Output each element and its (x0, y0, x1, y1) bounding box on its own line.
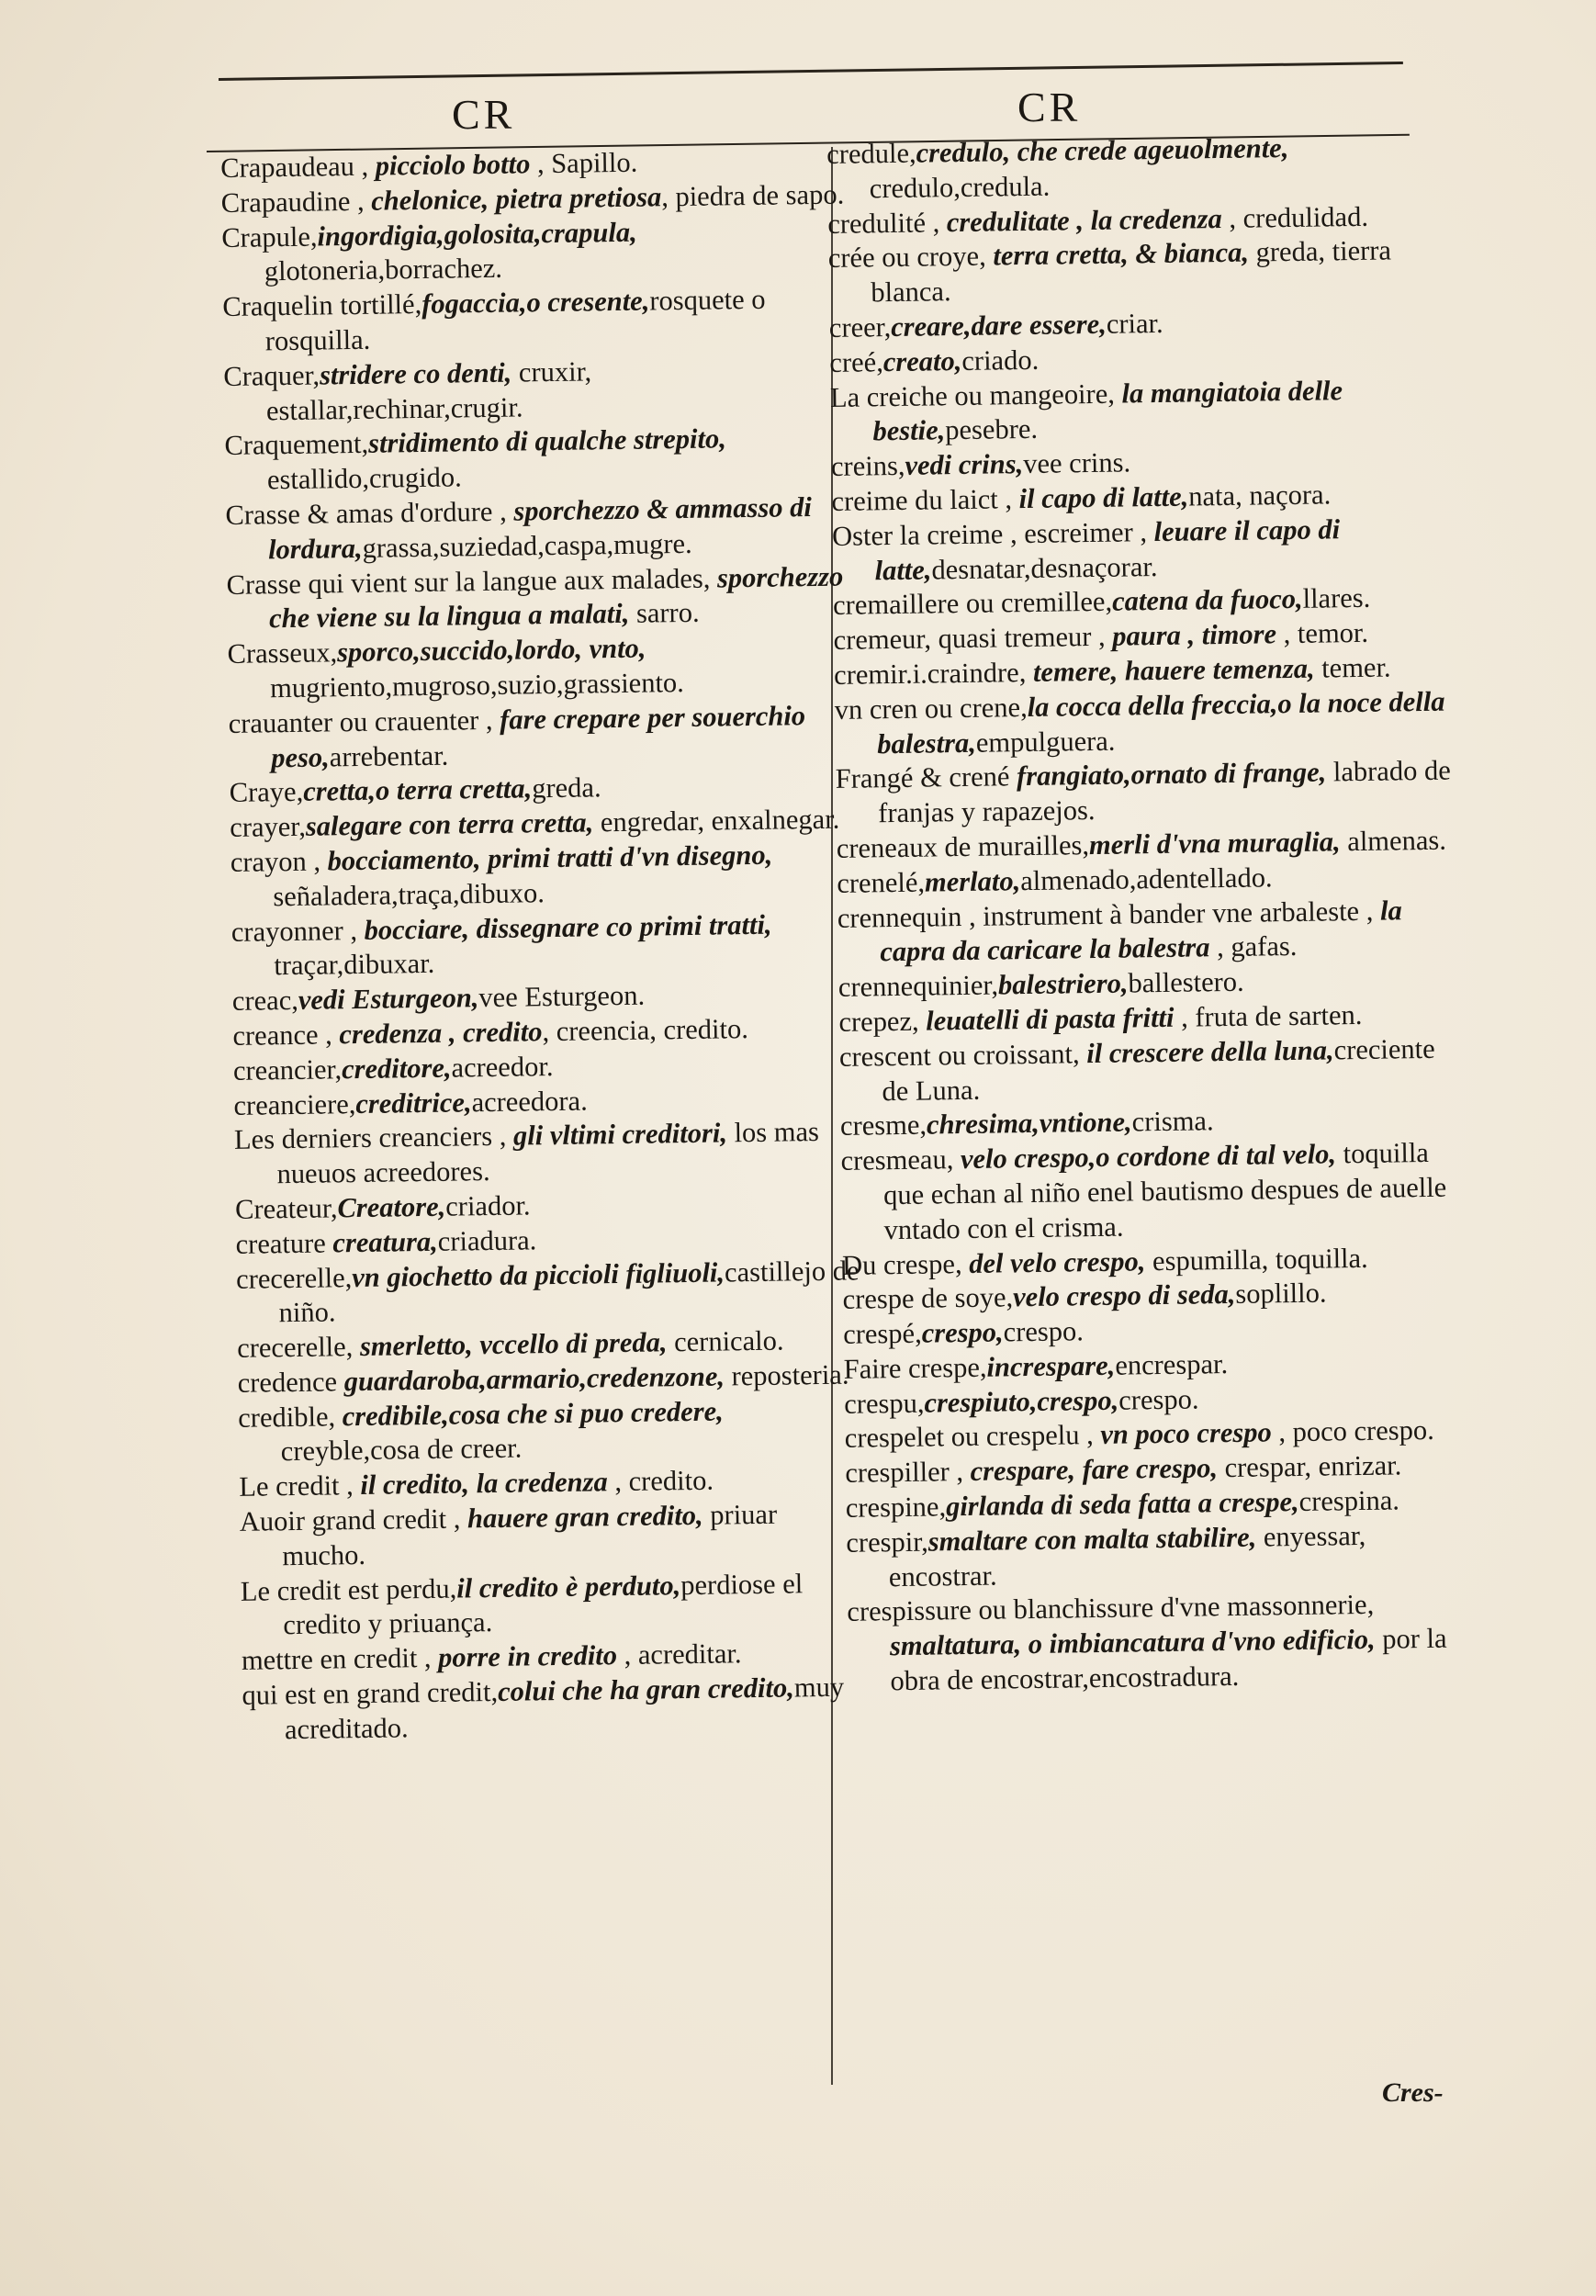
entry-fr: crauanter ou crauenter , (228, 703, 500, 739)
dictionary-entry (832, 511, 1457, 589)
top-rule (219, 62, 1403, 81)
entry-it: stridere co denti, (319, 356, 512, 391)
entry-es: crespo. (1118, 1383, 1199, 1416)
entry-es: vee Esturgeon. (478, 979, 646, 1014)
entry-it: la capra da caricare la balestra (880, 894, 1402, 968)
entry-it: paura , timore (1112, 618, 1277, 652)
entry-es: crespina. (1298, 1484, 1400, 1518)
entry-fr: creature (235, 1227, 333, 1260)
dictionary-entry (227, 629, 852, 707)
entry-it: il crescere della luna, (1086, 1034, 1334, 1069)
entry-it: stridimento di qualche strepito, (367, 422, 727, 460)
entry-fr: creac, (231, 985, 299, 1018)
entry-es: estallido,crugido. (266, 461, 462, 496)
entry-it: gli vltimi creditori, (512, 1117, 728, 1152)
entry-fr: crespir, (846, 1525, 928, 1559)
entry-fr: crespe de soye, (842, 1281, 1014, 1316)
entry-fr: crée ou croye, (827, 240, 994, 275)
entry-it: merlato, (924, 864, 1021, 898)
dictionary-entry (234, 1115, 860, 1193)
dictionary-entry (847, 1587, 1473, 1700)
entry-fr: creé, (829, 345, 884, 378)
entry-it: crespo, (921, 1316, 1004, 1349)
dictionary-entry (830, 372, 1456, 450)
entry-es: almenado,adentellado. (1019, 861, 1273, 896)
dictionary-entry (226, 559, 851, 637)
entry-it: leuare il capo di latte, (874, 513, 1341, 586)
entry-it: girlanda di seda fatta a crespe, (945, 1486, 1299, 1523)
entry-es: labrado de franjas y rapazejos. (878, 754, 1451, 829)
entry-it: il credito, la credenza (360, 1466, 609, 1502)
dictionary-entry (240, 1496, 865, 1574)
entry-es: toquilla que echan al niño enel bautismo despues de auelle vntado con el crisma. (882, 1137, 1447, 1245)
dictionary-entry (236, 1254, 861, 1332)
dictionary-entry (224, 421, 849, 499)
entry-es: greda. (531, 771, 601, 805)
entry-es: ballestero. (1128, 965, 1244, 999)
dictionary-entry (221, 212, 847, 290)
entry-es: traçar,dibuxar. (274, 948, 435, 982)
entry-it: frangiato,ornato di frange, (1016, 756, 1327, 793)
entry-es: llares. (1302, 582, 1371, 615)
entry-it: vn giochetto da piccioli figliuoli, (352, 1255, 725, 1293)
entry-it: il credito è perduto, (456, 1569, 681, 1604)
dictionary-entry (238, 1392, 863, 1470)
entry-es: crespar, enrizar. (1217, 1449, 1402, 1484)
entry-it: leuatelli di pasta fritti (926, 1001, 1175, 1037)
entry-fr: Crapaudine , (220, 185, 372, 219)
entry-es: criador. (444, 1189, 531, 1222)
entry-fr: credence (237, 1366, 344, 1399)
entry-it: porre in credito (437, 1639, 618, 1674)
entry-es: muy acreditado. (284, 1671, 845, 1746)
entry-fr: creer, (828, 311, 892, 343)
entry-es: criar. (1106, 307, 1163, 340)
entry-it: fogaccia,o cresente, (421, 285, 650, 321)
entry-es: priuar mucho. (282, 1498, 778, 1572)
entry-it: vedi crins, (905, 448, 1024, 482)
dictionary-entry (241, 1566, 866, 1644)
entry-fr: crespelet ou crespelu , (844, 1419, 1101, 1455)
dictionary-entry (225, 490, 850, 568)
entry-es: sarro. (629, 597, 700, 630)
entry-fr: crayon , (230, 845, 328, 878)
dictionary-entry (839, 1031, 1465, 1109)
entry-fr: creance , (232, 1019, 340, 1052)
entry-fr: crayer, (230, 810, 307, 844)
entry-fr: crespiller , (845, 1456, 971, 1490)
entry-es: , creencia, credito. (542, 1012, 749, 1048)
entry-it: la cocca della freccia,o la noce della balestra, (876, 685, 1445, 760)
entry-fr: Crapaudeau , (220, 150, 377, 184)
entry-es: acreedora. (471, 1085, 588, 1118)
entry-fr: Crasse & amas d'ordure , (225, 495, 514, 531)
entry-it: del velo crespo, (968, 1244, 1146, 1279)
entry-es: nata, naçora. (1188, 478, 1332, 512)
entry-es: castillejo de niño. (278, 1254, 860, 1329)
entry-it: velo crespo di seda, (1012, 1278, 1236, 1313)
entry-it: bocciamento, primi tratti d'vn disegno, (327, 838, 773, 877)
entry-it: salegare con terra cretta, (305, 806, 594, 842)
entry-it: sporco,succido,lordo, vnto, (336, 632, 646, 669)
entry-fr: cresme, (839, 1109, 927, 1142)
dictionary-entry (828, 233, 1454, 311)
entry-it: hauere gran credito, (466, 1499, 703, 1535)
entry-fr: cremir.i.craindre, (833, 656, 1034, 691)
entry-es: cernicalo. (667, 1324, 784, 1358)
entry-it: vn poco crespo (1100, 1416, 1272, 1451)
entry-it: velo crespo,o cordone di tal velo, (960, 1138, 1337, 1176)
entry-es: grassa,suziedad,caspa,mugre. (362, 527, 692, 564)
header-left: CR (452, 91, 516, 138)
entry-fr: Crasseux, (227, 636, 338, 670)
entry-it: increspare, (986, 1349, 1116, 1383)
entry-it: catena da fuoco, (1111, 583, 1303, 618)
entry-fr: crescent ou croissant, (838, 1037, 1087, 1073)
dictionary-entry (826, 129, 1452, 208)
entry-es: empulguera. (975, 725, 1116, 759)
entry-es: soplillo. (1235, 1277, 1327, 1311)
dictionary-entry (835, 754, 1460, 832)
entry-it: smerletto, vccello di preda, (359, 1326, 668, 1363)
dictionary-entry (223, 351, 849, 429)
entry-fr: Le credit est perdu, (240, 1572, 457, 1607)
entry-es: perdiose el credito y priuança. (283, 1567, 804, 1641)
entry-es: greda, tierra blanca. (871, 234, 1392, 309)
entry-es: engredar, enxalnegar. (593, 803, 840, 838)
entry-es: , acreditar. (616, 1638, 742, 1671)
dictionary-entry (834, 684, 1459, 762)
entry-fr: Le credit , (239, 1469, 361, 1503)
entry-fr: cremaillere ou cremillee, (832, 586, 1113, 622)
entry-fr: crespu, (844, 1387, 925, 1420)
dictionary-entry (846, 1517, 1471, 1595)
entry-fr: Craquement, (224, 428, 369, 462)
entry-it: creare,dare essere, (890, 308, 1107, 343)
entry-fr: cremeur, quasi tremeur , (833, 620, 1113, 657)
entry-es: crespo. (1003, 1315, 1085, 1348)
entry-it: crespare, fare crespo, (970, 1452, 1219, 1488)
entry-fr: Frangé & crené (835, 760, 1017, 795)
entry-it: creditore, (341, 1052, 452, 1085)
entry-fr: Craquelin tortillé, (222, 288, 422, 323)
entry-fr: crayonner , (230, 914, 365, 948)
entry-es: rosquete o rosquilla. (264, 283, 766, 357)
entry-es: por la obra de encostrar,encostradura. (890, 1622, 1447, 1697)
entry-fr: credible, (238, 1400, 343, 1434)
entry-it: temere, hauere temenza, (1032, 652, 1315, 688)
entry-it: fare crepare per souerchio peso, (270, 699, 806, 773)
entry-es: , credito. (607, 1464, 714, 1498)
entry-it: balestriero, (997, 967, 1129, 1001)
entry-it: sporchezzo & ammasso di lordura, (267, 491, 813, 566)
entry-es: desnatar,desnaçorar. (931, 550, 1158, 586)
entry-es: , poco crespo. (1271, 1414, 1434, 1448)
entry-fr: creneaux de murailles, (836, 829, 1090, 864)
entry-es: credulo,credula. (869, 170, 1051, 205)
entry-fr: crespé, (842, 1317, 922, 1350)
entry-fr: crenelé, (837, 866, 926, 899)
entry-it: picciolo botto (375, 148, 531, 182)
left-column (220, 143, 871, 2089)
entry-fr: Les derniers creanciers , (233, 1120, 514, 1156)
entry-fr: Faire crespe, (843, 1351, 987, 1385)
entry-es: , Sapillo. (530, 146, 638, 180)
entry-it: credibile,cosa che si puo credere, (342, 1395, 724, 1432)
entry-es: acreedor. (451, 1050, 554, 1084)
entry-fr: Crasse qui vient sur la langue aux malades, (226, 562, 718, 601)
entry-fr: creins, (830, 450, 905, 483)
header-right: CR (1017, 84, 1082, 130)
entry-fr: crecerelle, (236, 1331, 361, 1364)
entry-it: creditrice, (355, 1086, 472, 1120)
entry-es: glotoneria,borrachez. (264, 253, 503, 287)
entry-fr: qui est en grand credit, (242, 1676, 499, 1711)
entry-es: creciente de Luna. (882, 1032, 1435, 1107)
catchword: Cres- (1382, 2077, 1444, 2108)
entry-es: crisma. (1131, 1105, 1214, 1138)
entry-es: cruxir, estallar,rechinar,crugir. (265, 355, 592, 426)
dictionary-entry (230, 837, 856, 915)
entry-es: , credulidad. (1221, 200, 1369, 234)
entry-es: , temor. (1276, 616, 1369, 650)
dictionary-entry (228, 698, 853, 776)
dictionary-entry (242, 1670, 867, 1748)
entry-fr: Craye, (229, 776, 304, 809)
entry-it: il capo di latte, (1018, 480, 1189, 515)
entry-it: guardaroba,armario,credenzone, (343, 1360, 725, 1398)
entry-es: arrebentar. (329, 739, 449, 772)
entry-fr: vn cren ou crene, (834, 691, 1028, 726)
entry-es: mugriento,mugroso,suzio,grassiento. (269, 666, 685, 704)
entry-fr: credulité , (827, 206, 948, 240)
entry-fr: crespine, (845, 1491, 947, 1524)
entry-it: creato, (882, 344, 962, 377)
entry-it: la mangiatoia delle bestie, (872, 374, 1343, 447)
dictionary-entry (231, 906, 857, 985)
entry-fr: crennequinier, (837, 969, 999, 1004)
entry-fr: Auoir grand credit , (239, 1503, 468, 1537)
entry-it: sporchezzo che viene su la lingua a malati, (268, 560, 844, 635)
entry-fr: Createur, (234, 1192, 338, 1225)
entry-it: colui che ha gran credito, (497, 1671, 795, 1708)
entry-es: , piedra de sapo. (660, 178, 845, 213)
entry-fr: La creiche ou mangeoire, (829, 377, 1122, 413)
entry-it: Creatore, (337, 1190, 446, 1224)
dictionary-entry (222, 282, 848, 360)
entry-it: terra cretta, & bianca, (993, 236, 1250, 272)
entry-es: criado. (961, 343, 1040, 377)
entry-fr: creanciere, (233, 1087, 356, 1121)
entry-es: criadura. (437, 1224, 537, 1257)
entry-fr: Craquer, (223, 359, 320, 392)
entry-fr: crepez, (838, 1005, 927, 1038)
entry-it: bocciare, dissegnare co primi tratti, (364, 908, 772, 946)
entry-fr: crecerelle, (235, 1261, 353, 1295)
entry-it: chresima,vntione, (926, 1106, 1132, 1141)
entry-it: creatura, (332, 1225, 439, 1259)
entry-es: enyessar, encostrar. (888, 1519, 1366, 1593)
dictionary-entry (837, 893, 1463, 971)
entry-it: merli d'vna muraglia, (1088, 826, 1341, 861)
entry-es: señaladera,traça,dibuxo. (273, 876, 545, 913)
entry-es: espumilla, toquilla. (1145, 1242, 1368, 1277)
entry-fr: Du crespe, (841, 1247, 970, 1281)
entry-it: credenza , credito (339, 1016, 543, 1051)
entry-it: smaltatura, o imbiancatura d'vno edificio, (889, 1624, 1376, 1662)
entry-it: smaltare con malta stabilire, (927, 1521, 1257, 1558)
entry-it: crespiuto,crespo, (924, 1384, 1119, 1419)
entry-es: reposteria. (724, 1358, 849, 1392)
entry-it: ingordigia,golosita,crapula, (317, 216, 637, 253)
entry-es: creyble,cosa de creer. (280, 1433, 523, 1468)
entry-it: credulo, che crede ageuolmente, (916, 131, 1289, 169)
entry-es: encrespar. (1115, 1347, 1229, 1381)
dictionary-entry (840, 1136, 1467, 1249)
entry-fr: cresmeau, (840, 1143, 961, 1176)
entry-it: cretta,o terra cretta, (302, 772, 533, 808)
entry-fr: mettre en credit , (241, 1642, 439, 1677)
entry-it: credulitate , la credenza (946, 202, 1222, 238)
entry-fr: creime du laict , (831, 483, 1019, 517)
entry-fr: crespissure ou blanchissure d'vne massonnerie, (847, 1589, 1375, 1628)
right-column (826, 129, 1478, 2076)
entry-es: los mas nueuos acreedores. (276, 1116, 820, 1190)
entry-fr: Oster la creime , escreimer , (831, 515, 1154, 552)
entry-fr: credule, (826, 137, 916, 170)
entry-es: almenas. (1340, 824, 1447, 858)
entry-es: , fruta de sarten. (1174, 998, 1363, 1033)
entry-es: , gafas. (1209, 930, 1298, 963)
entry-it: chelonice, pietra pretiosa (370, 181, 662, 217)
entry-es: vee crins. (1022, 446, 1131, 480)
entry-es: temer. (1314, 651, 1391, 684)
entry-fr: Crapule, (221, 220, 318, 253)
entry-it: vedi Esturgeon, (298, 982, 479, 1017)
entry-es: pesebre. (945, 413, 1039, 446)
entry-fr: creancier, (232, 1052, 343, 1086)
entry-fr: crennequin , instrument à bander vne arbaleste , (837, 895, 1381, 934)
